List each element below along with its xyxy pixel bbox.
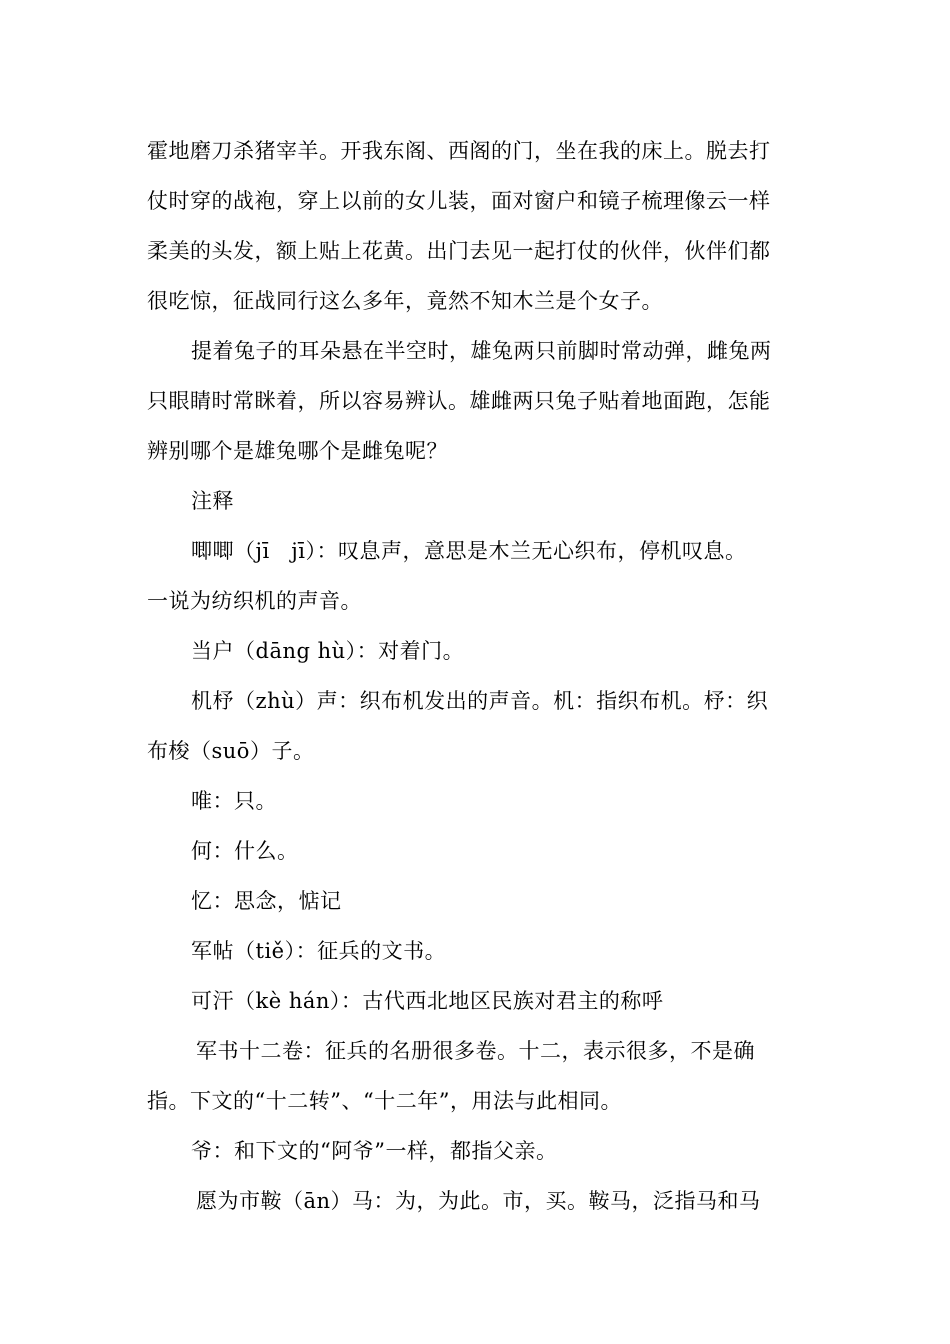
annotation-line: 忆：思念，惦记 xyxy=(191,889,342,913)
annotation-line: 指。下文的“十二转”、“十二年”，用法与此相同。 xyxy=(147,1089,622,1113)
annotation-line: 唧唧（jī jī）：叹息声，意思是木兰无心织布，停机叹息。 xyxy=(191,539,747,563)
annotation-line: 可汗（kè hán）：古代西北地区民族对君主的称呼 xyxy=(191,989,664,1013)
body-line: 仗时穿的战袍，穿上以前的女儿装，面对窗户和镜子梳理像云一样 xyxy=(147,189,771,213)
annotation-line: 何：什么。 xyxy=(191,839,299,863)
annotation-line: 机杼（zhù）声：织布机发出的声音。机：指织布机。杼：织 xyxy=(191,689,769,713)
annotation-line: 一说为纺织机的声音。 xyxy=(147,589,362,613)
annotation-line: 军书十二卷：征兵的名册很多卷。十二，表示很多，不是确 xyxy=(196,1039,755,1063)
annotation-line: 布梭（suō）子。 xyxy=(147,739,315,763)
body-line: 柔美的头发，额上贴上花黄。出门去见一起打仗的伙伴，伙伴们都 xyxy=(147,239,771,263)
annotation-line: 唯：只。 xyxy=(191,789,277,813)
annotation-line: 当户（dāng hù）：对着门。 xyxy=(191,639,465,663)
body-line: 霍地磨刀杀猪宰羊。开我东阁、西阁的门，坐在我的床上。脱去打 xyxy=(147,139,771,163)
annotation-line: 军帖（tiě）：征兵的文书。 xyxy=(191,939,447,963)
body-line: 只眼睛时常眯着，所以容易辨认。雄雌两只兔子贴着地面跑，怎能 xyxy=(147,389,771,413)
section-heading: 注释 xyxy=(191,489,234,513)
body-line: 辨别哪个是雄兔哪个是雌兔呢？ xyxy=(147,439,448,463)
body-line: 很吃惊，征战同行这么多年，竟然不知木兰是个女子。 xyxy=(147,289,663,313)
body-line: 提着兔子的耳朵悬在半空时，雄兔两只前脚时常动弹，雌兔两 xyxy=(191,339,772,363)
annotation-line: 爷：和下文的“阿爷”一样，都指父亲。 xyxy=(191,1139,558,1163)
annotation-line: 愿为市鞍（ān）马：为，为此。市，买。鞍马，泛指马和马 xyxy=(196,1189,761,1213)
